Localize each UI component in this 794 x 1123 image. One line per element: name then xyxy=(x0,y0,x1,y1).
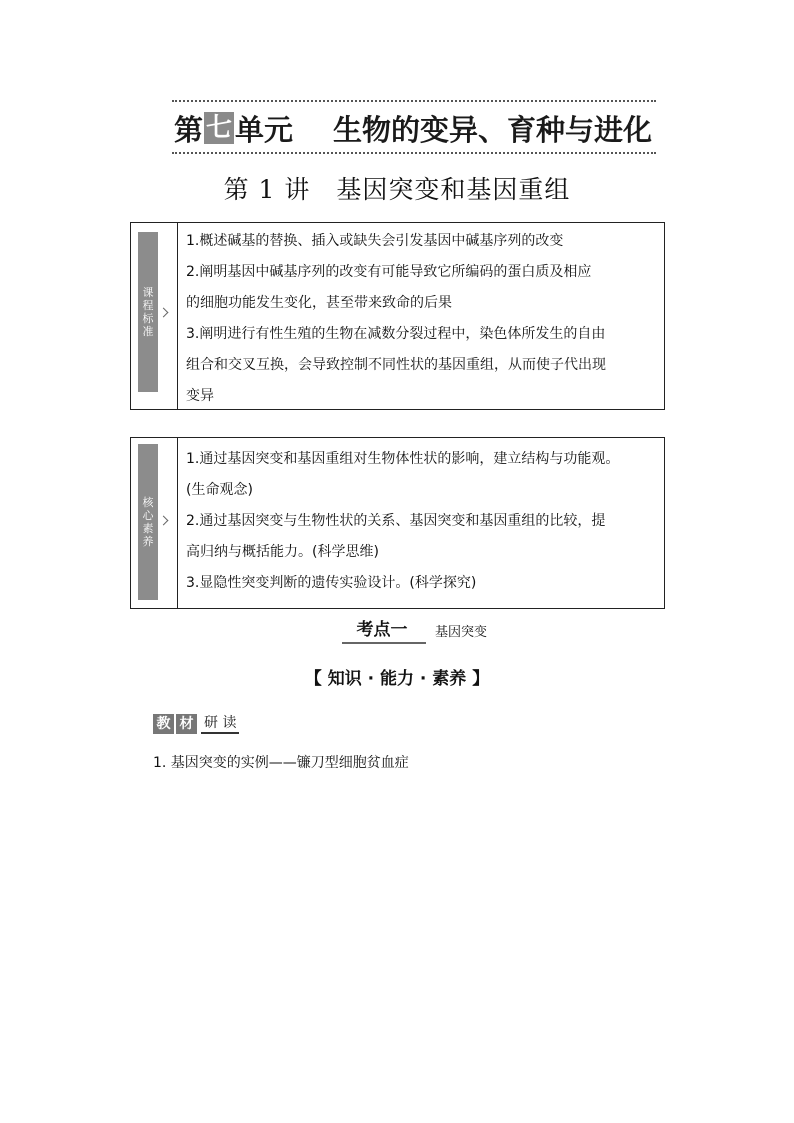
curriculum-standards-text xyxy=(186,226,660,412)
text-line: 3.显隐性突变判断的遗传实验设计。(科学探究) xyxy=(186,575,477,591)
dotted-rule-bottom xyxy=(172,152,656,154)
dotted-rule-top xyxy=(172,100,656,102)
unit-title xyxy=(174,110,652,146)
badge-plain-text: 研 读 xyxy=(201,714,239,734)
kaodian-topic: 基因突变 xyxy=(435,625,488,640)
section-heading xyxy=(342,619,490,645)
kaodian-underline xyxy=(342,642,426,644)
text-line: (生命观念) xyxy=(186,482,253,498)
text-line: 变异 xyxy=(186,388,214,404)
kaodian-label: 考点一 xyxy=(356,620,408,640)
text-line: 3.阐明进行有性生殖的生物在减数分裂过程中，染色体所发生的自由 xyxy=(186,326,606,342)
unit-prefix: 第 xyxy=(174,112,204,147)
core-literacy-text xyxy=(186,444,660,599)
badge-char: 教 xyxy=(153,714,174,734)
text-line: 组合和交叉互换，会导致控制不同性状的基因重组，从而使子代出现 xyxy=(186,357,606,373)
badge-char: 材 xyxy=(176,714,197,734)
textbook-reading-badge xyxy=(153,712,239,734)
chevron-right-icon xyxy=(159,308,169,318)
text-line: 1.概述碱基的替换、插入或缺失会引发基因中碱基序列的改变 xyxy=(186,233,564,249)
unit-header xyxy=(172,100,656,154)
unit-number-badge: 七 xyxy=(206,113,233,143)
box-side-column xyxy=(131,223,178,409)
text-line: 2.通过基因突变与生物性状的关系、基因突变和基因重组的比较，提 xyxy=(186,513,606,529)
curriculum-standards-box xyxy=(130,222,665,410)
curriculum-standards-label: 课 程 标 准 xyxy=(138,232,158,392)
text-line: 2.阐明基因中碱基序列的改变有可能导致它所编码的蛋白质及相应 xyxy=(186,264,592,280)
chevron-right-icon xyxy=(159,516,169,526)
knowledge-heading: 【 知识 · 能力 · 素养 】 xyxy=(304,669,490,689)
text-line: 的细胞功能发生变化，甚至带来致命的后果 xyxy=(186,295,452,311)
lecture-title: 第 1 讲 基因突变和基因重组 xyxy=(223,175,571,204)
list-item: 1. 基因突变的实例——镰刀型细胞贫血症 xyxy=(153,755,409,771)
text-line: 高归纳与概括能力。(科学思维) xyxy=(186,544,379,560)
text-line: 1.通过基因突变和基因重组对生物体性状的影响，建立结构与功能观。 xyxy=(186,451,620,467)
unit-suffix: 单元 xyxy=(235,112,294,147)
core-literacy-label: 核 心 素 养 xyxy=(138,444,158,600)
core-literacy-box xyxy=(130,437,665,609)
box-side-column xyxy=(131,438,178,608)
unit-subject-title: 生物的变异、育种与进化 xyxy=(333,112,653,147)
